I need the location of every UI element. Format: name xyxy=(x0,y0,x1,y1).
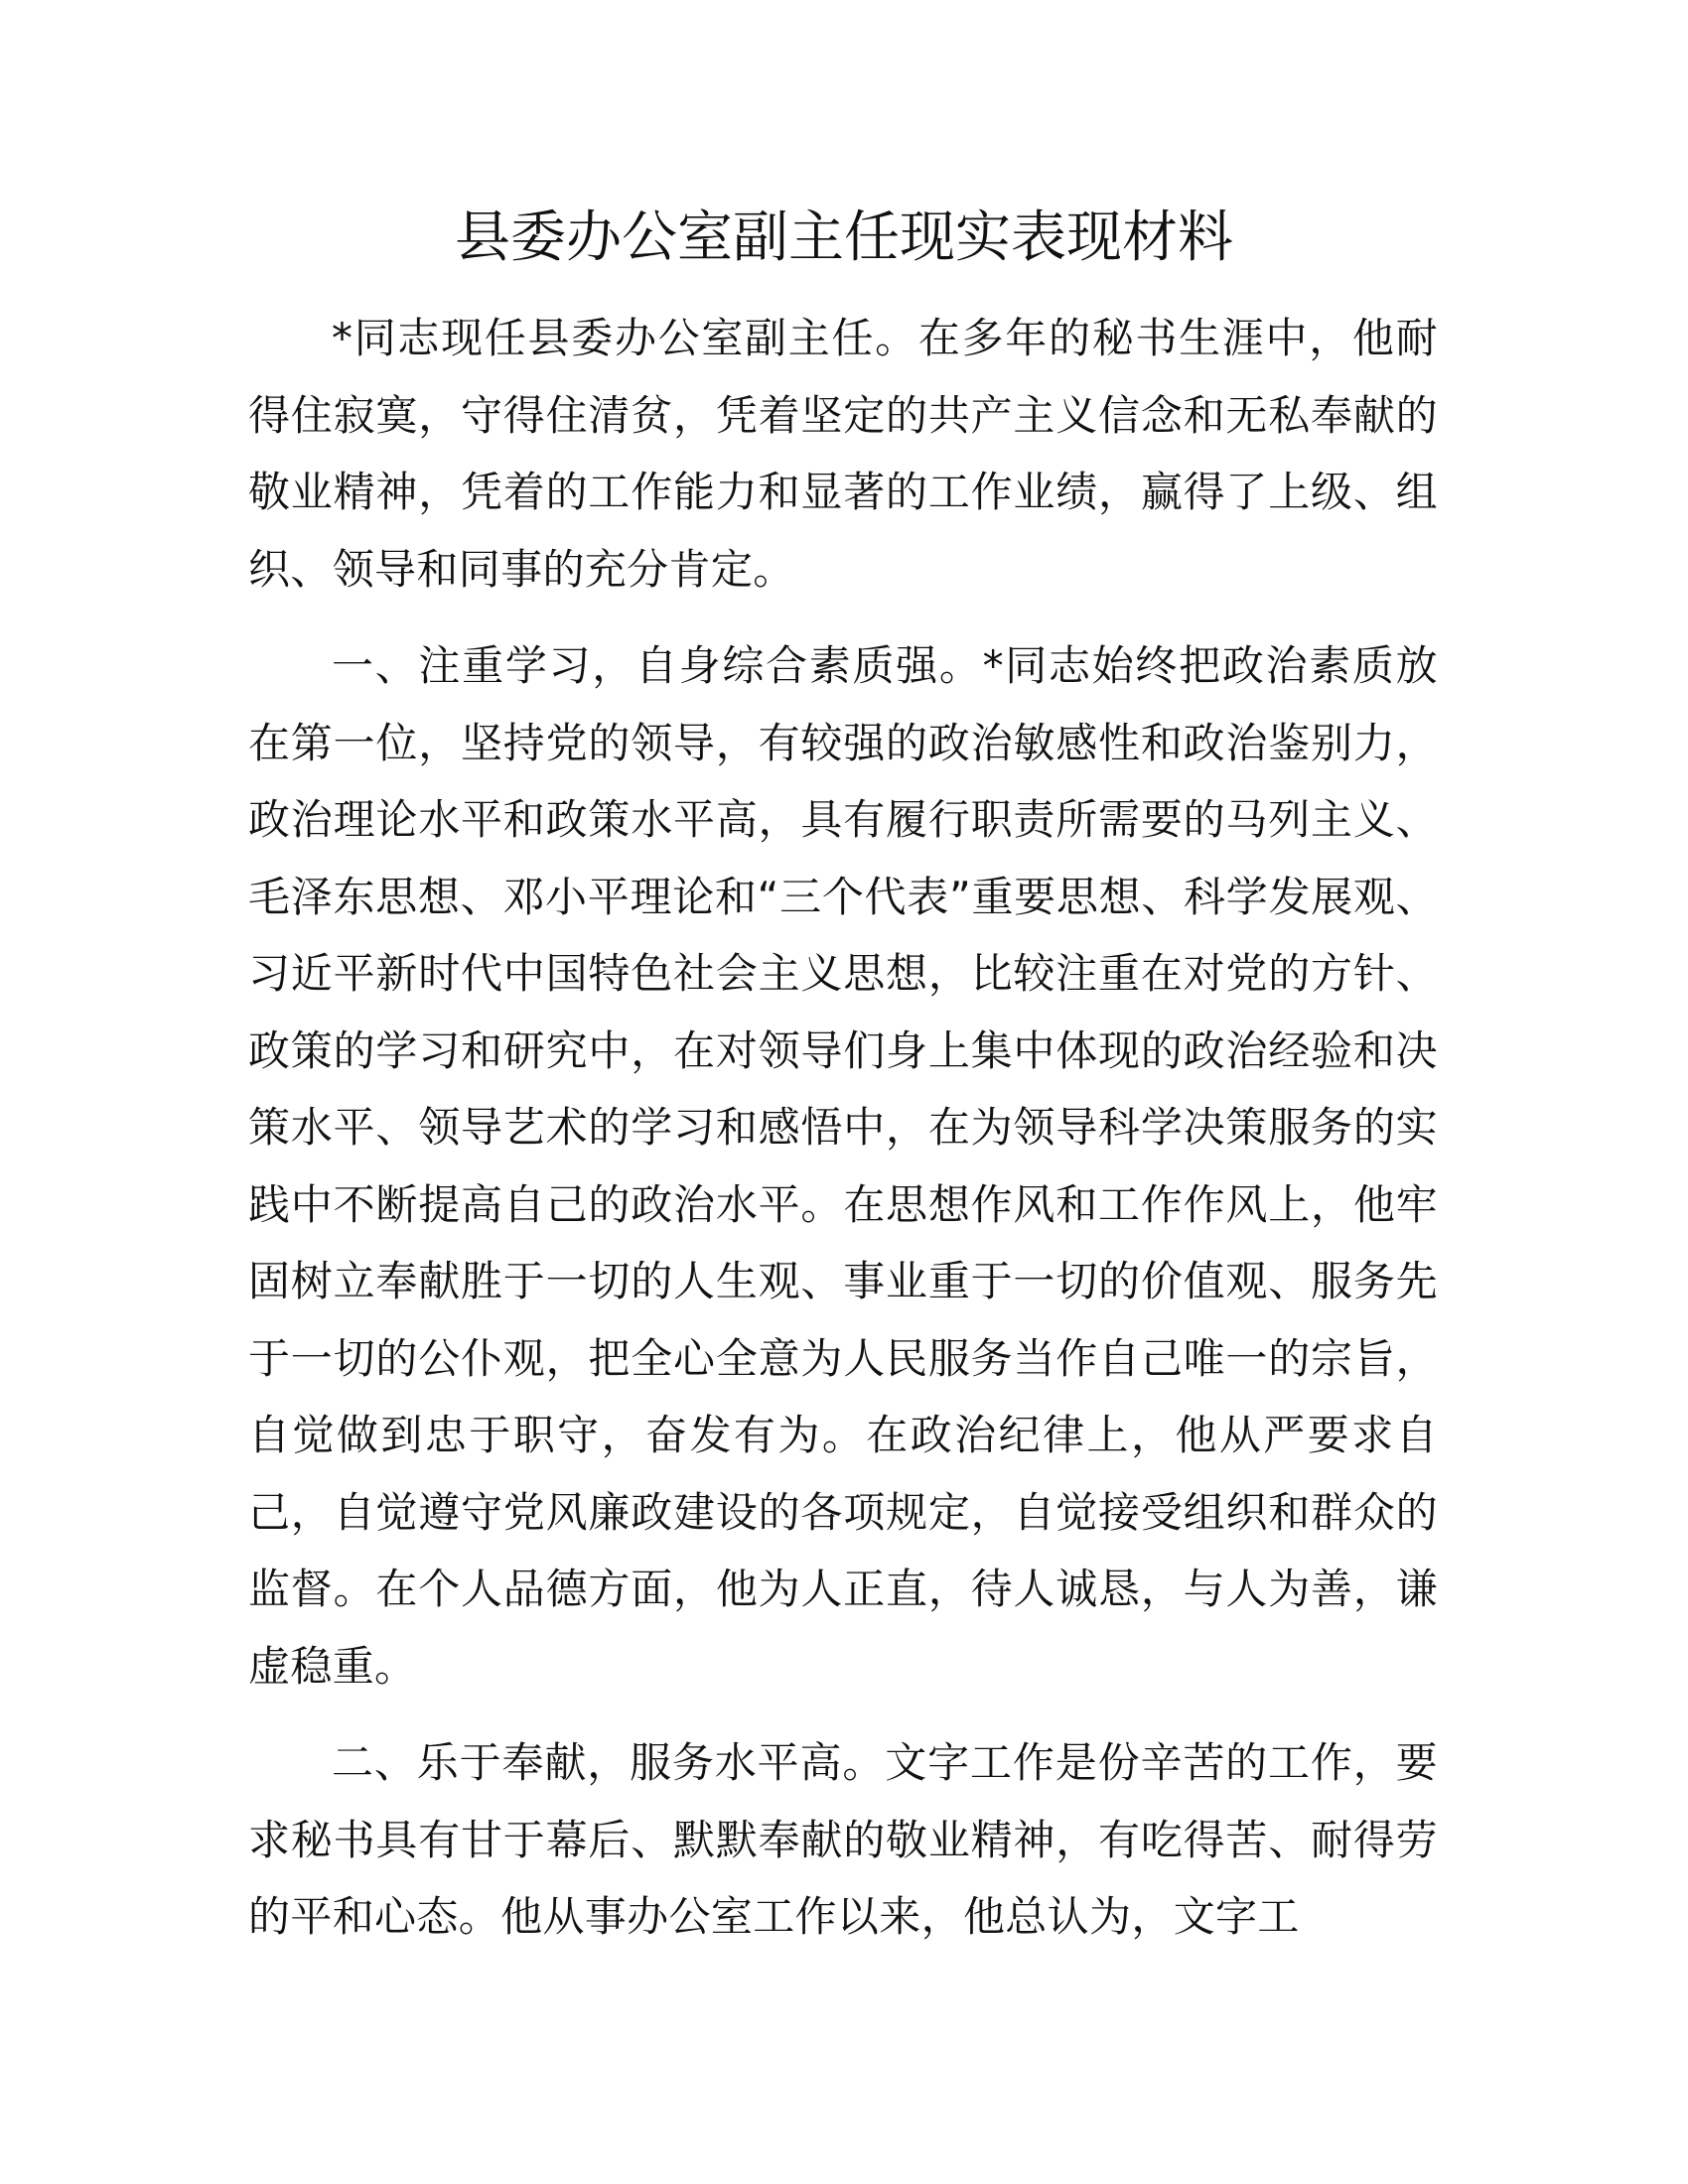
paragraph-section-one: 一、注重学习，自身综合素质强。*同志始终把政治素质放在第一位，坚持党的领导，有较强的政治敏感性和政治鉴别力，政治理论水平和政策水平高，具有履行职责所需要的马列主义、毛泽东思想、邓小平理论和“三个代表”重要思想、科学发展观、习近平新时代中国特色社会主义思想，比较注重在对党的方针、政策的学习和研究中，在对领导们身上集中体现的政治经验和决策水平、领导艺术的学习和感悟中，在为领导科学决策服务的实践中不断提高自己的政治水平。在思想作风和工作作风上，他牢固树立奉献胜于一切的人生观、事业重于一切的价值观、服务先于一切的公仆观，把全心全意为人民服务当作自己唯一的宗旨，自觉做到忠于职守，奋发有为。在政治纪律上，他从严要求自己，自觉遵守党风廉政建设的各项规定，自觉接受组织和群众的监督。在个人品德方面，他为人正直，待人诚恳，与人为善，谦虚稳重。 xyxy=(248,641,1438,1691)
paragraph-intro: *同志现任县委办公室副主任。在多年的秘书生涯中，他耐得住寂寞，守得住清贫，凭着坚定的共产主义信念和无私奉献的敬业精神，凭着的工作能力和显著的工作业绩，赢得了上级、组织、领导和同事的充分肯定。 xyxy=(248,314,1438,594)
document-title: 县委办公室副主任现实表现材料 xyxy=(455,205,1233,270)
paragraph-section-two: 二、乐于奉献，服务水平高。文字工作是份辛苦的工作，要求秘书具有甘于幕后、默默奉献的敬业精神，有吃得苦、耐得劳的平和心态。他从事办公室工作以来，他总认为，文字工 xyxy=(248,1738,1438,1941)
document-body xyxy=(248,300,1438,1976)
